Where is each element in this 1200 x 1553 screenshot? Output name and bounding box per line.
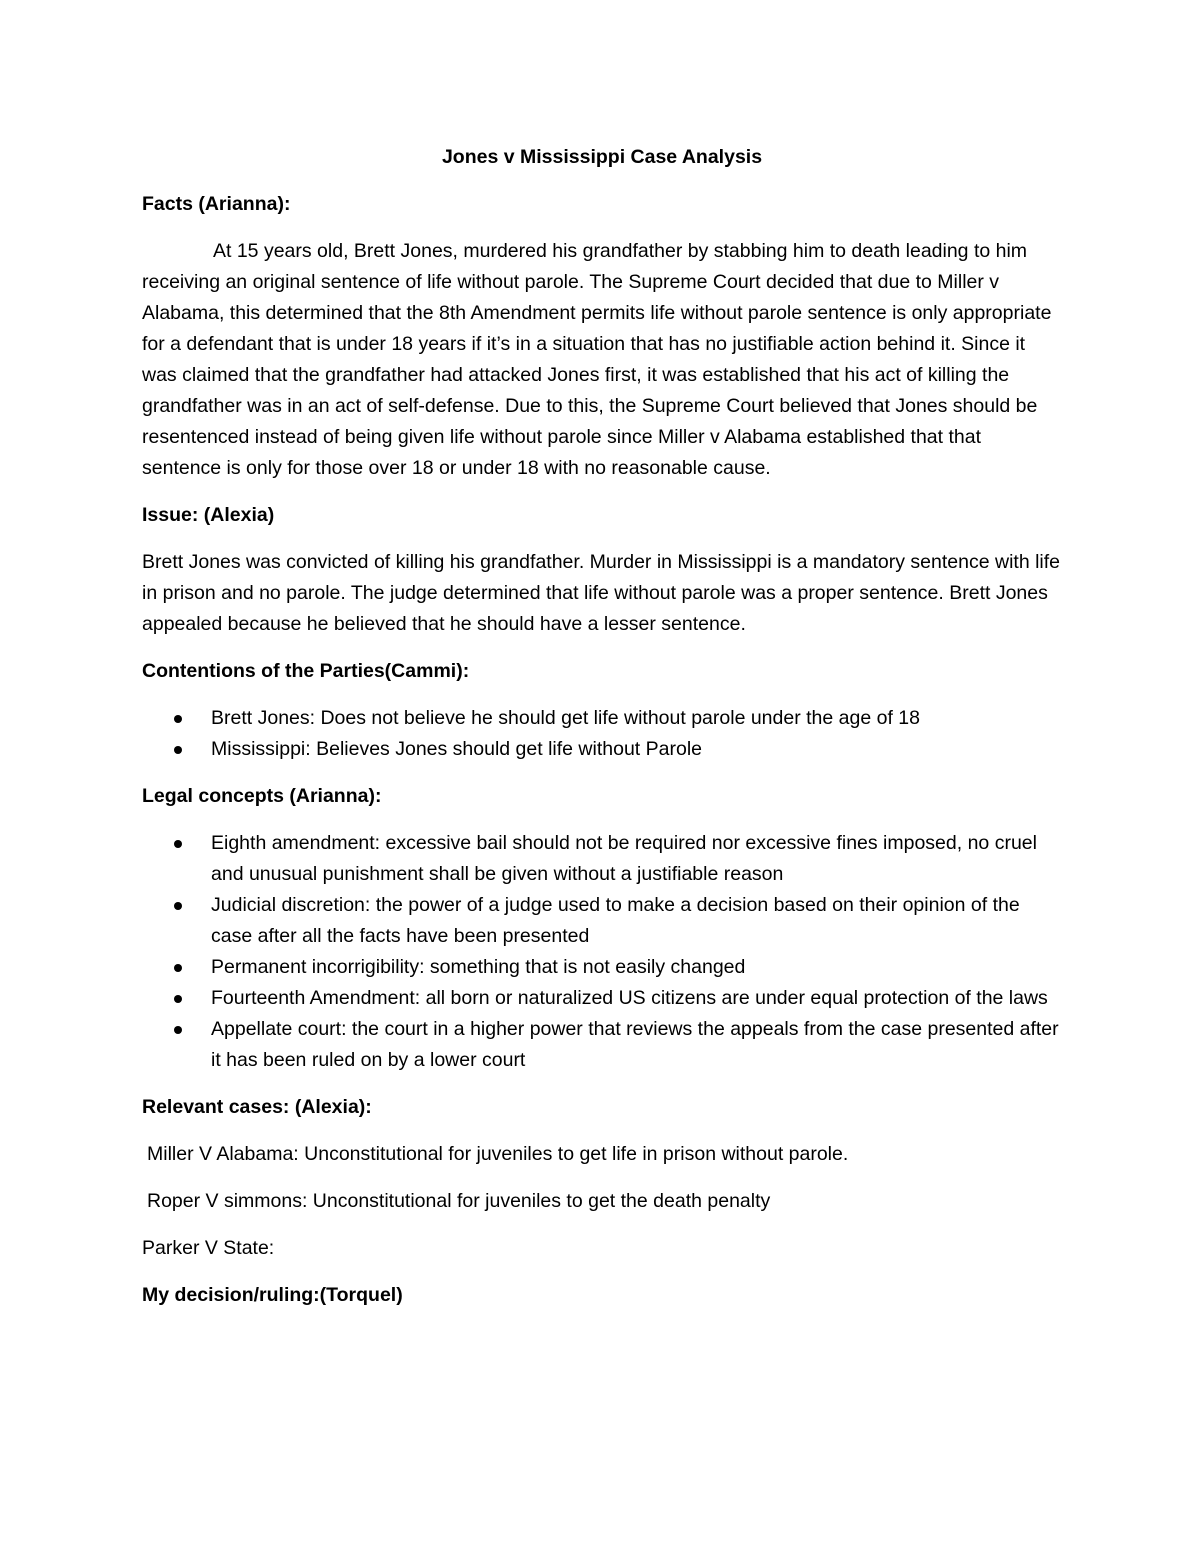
list-item-text: Brett Jones: Does not believe he should get life without parole under the age of 18 [211, 707, 920, 729]
case-parker: Parker V State: [142, 1237, 275, 1259]
list-item-text: Judicial discretion: the power of a judge used to make a decision based on their opinion of the case after all the facts have been presented [211, 894, 1020, 947]
list-item-text: Appellate court: the court in a higher power that reviews the appeals from the case presented after it has been ruled on by a lower court [211, 1018, 1059, 1071]
issue-paragraph: Brett Jones was convicted of killing his grandfather. Murder in Mississippi is a mandatory sentence with life in prison and no parole. The judge determined that life without parole was a proper sentence. Brett Jones appealed because he believed that he should have a lesser sentence. [142, 551, 1061, 635]
document-body [142, 142, 1062, 1327]
list-item-text: Eighth amendment: excessive bail should not be required nor excessive fines imposed, no cruel and unusual punishment shall be given without a justifiable reason [211, 832, 1037, 885]
bullet-icon [174, 746, 182, 754]
document-title: Jones v Mississippi Case Analysis [441, 146, 763, 168]
bullet-icon [174, 1026, 182, 1034]
facts-paragraph: At 15 years old, Brett Jones, murdered his grandfather by stabbing him to death leading to him receiving an original sentence of life without parole. The Supreme Court decided that due to Miller v Alabama, this determined that the 8th Amendment permits life without parole sentence is only appropriate for a defendant that is under 18 years if it’s in a situation that has no justifiable action behind it. Since it was claimed that the grandfather had attacked Jones first, it was established that his act of killing the grandfather was in an act of self-defense. Due to this, the Supreme Court believed that Jones should be resentenced instead of being given life without parole since Miller v Alabama established that that sentence is only for those over 18 or under 18 with no reasonable cause. [142, 240, 1052, 479]
list-item [142, 828, 1062, 890]
list-item-text: Permanent incorrigibility: something that is not easily changed [211, 956, 746, 978]
list-item [142, 890, 1062, 952]
list-item [142, 734, 1062, 765]
case-miller: Miller V Alabama: Unconstitutional for juveniles to get life in prison without parole. [147, 1143, 849, 1165]
contentions-heading: Contentions of the Parties(Cammi): [142, 660, 470, 682]
contentions-list [142, 703, 1062, 765]
list-item-text: Mississippi: Believes Jones should get life without Parole [211, 738, 702, 760]
bullet-icon [174, 715, 182, 723]
list-item [142, 983, 1062, 1014]
legal-concepts-list [142, 828, 1062, 1076]
decision-heading: My decision/ruling:(Torquel) [142, 1284, 403, 1306]
list-item-text: Fourteenth Amendment: all born or naturalized US citizens are under equal protection of the laws [211, 987, 1048, 1009]
bullet-icon [174, 840, 182, 848]
issue-heading: Issue: (Alexia) [142, 504, 275, 526]
relevant-cases-heading: Relevant cases: (Alexia): [142, 1096, 372, 1118]
list-item [142, 1014, 1062, 1076]
list-item [142, 703, 1062, 734]
list-item [142, 952, 1062, 983]
legal-concepts-heading: Legal concepts (Arianna): [142, 785, 382, 807]
case-roper: Roper V simmons: Unconstitutional for juveniles to get the death penalty [147, 1190, 771, 1212]
bullet-icon [174, 964, 182, 972]
bullet-icon [174, 995, 182, 1003]
facts-heading: Facts (Arianna): [142, 193, 291, 215]
bullet-icon [174, 902, 182, 910]
